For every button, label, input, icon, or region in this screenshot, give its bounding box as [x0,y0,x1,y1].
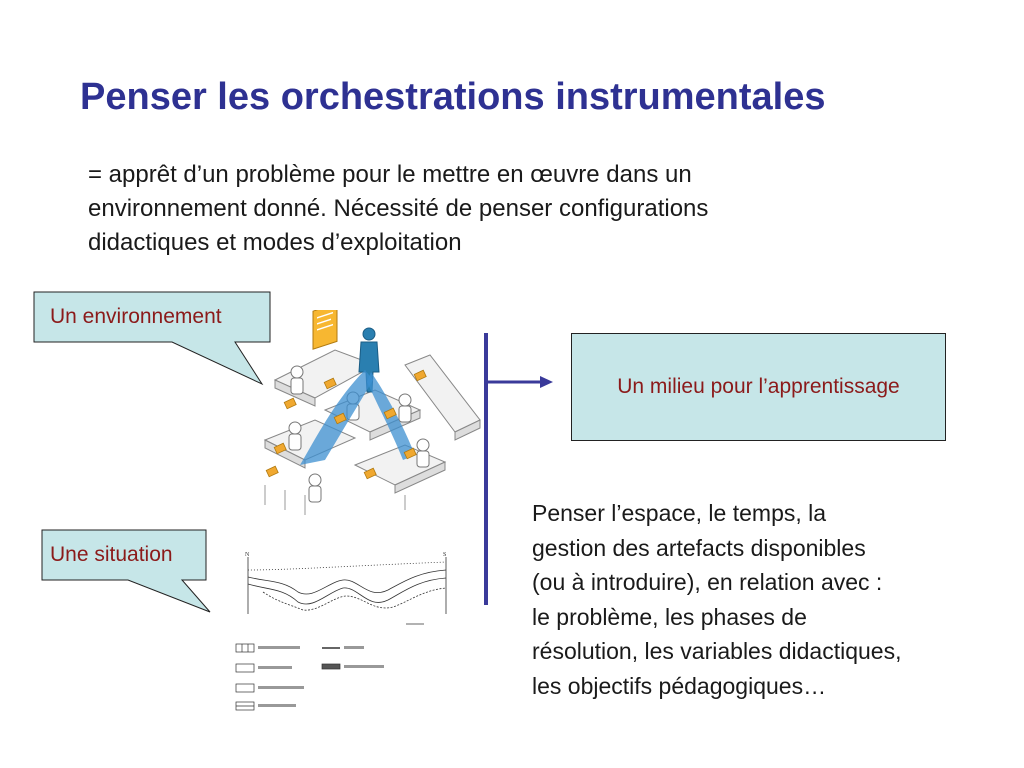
north-mark: N [245,552,250,558]
intro-line: = apprêt d’un problème pour le mettre en œuvre dans un [88,161,692,188]
body-line: gestion des artefacts disponibles [532,534,866,561]
milieu-label: Un milieu pour l’apprentissage [617,375,900,398]
body-line: Penser l’espace, le temps, la [532,500,827,526]
south-mark: S [443,552,447,558]
callout-situation-label: Une situation [50,543,173,566]
slide-title: Penser les orchestrations instrumentales [80,76,826,118]
milieu-box [571,333,946,441]
body-line: (ou à introduire), en relation avec : [532,569,883,595]
arrowhead-icon [540,376,553,388]
body-paragraph [532,496,1012,703]
body-line: les objectifs pédagogiques… [532,672,827,699]
callout-environment-label: Un environnement [50,305,222,328]
intro-line: environnement donné. Nécessité de penser configurations [88,195,709,222]
body-line: résolution, les variables didactiques, [532,638,902,664]
intro-line: didactiques et modes d’exploitation [88,229,462,256]
body-line: le problème, les phases de [532,603,807,630]
